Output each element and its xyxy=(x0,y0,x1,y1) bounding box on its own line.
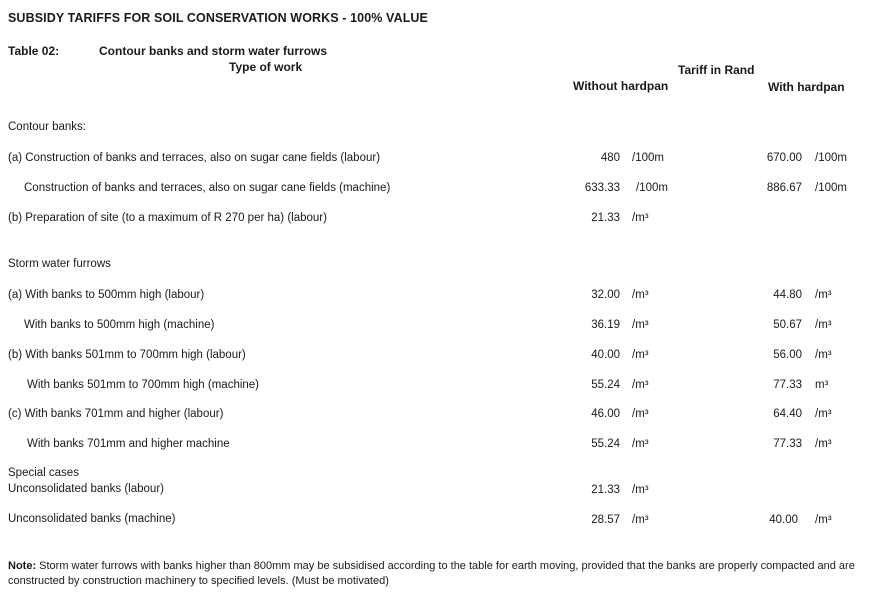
value-without-hardpan: 633.33 xyxy=(584,182,620,194)
table-label: Table 02: xyxy=(8,44,60,58)
unit-with-hardpan: /m³ xyxy=(815,438,832,450)
value-without-hardpan: 28.57 xyxy=(591,514,620,526)
note-text: Storm water furrows with banks higher than 800mm may be subsidised according to the table for earth moving, provided that the banks are properly compacted and are constructed by construction machinery to specified levels. (Must be motivated) xyxy=(8,560,855,587)
table-row-label: (b) Preparation of site (to a maximum of R 270 per ha) (labour) xyxy=(8,212,327,224)
table-row-label: (a) With banks to 500mm high (labour) xyxy=(8,289,205,301)
value-without-hardpan: 55.24 xyxy=(591,438,620,450)
value-with-hardpan: 77.33 xyxy=(773,438,802,450)
section-storm-water-furrows: Storm water furrows xyxy=(8,258,111,270)
value-without-hardpan: 40.00 xyxy=(591,349,620,361)
value-without-hardpan: 480 xyxy=(600,152,620,164)
table-row-label: With banks 701mm and higher machine xyxy=(27,438,230,450)
unit-with-hardpan: /m³ xyxy=(815,319,832,331)
value-with-hardpan: 40.00 xyxy=(769,514,798,526)
value-without-hardpan: 32.00 xyxy=(591,289,620,301)
unit-with-hardpan: /m³ xyxy=(815,349,832,361)
table-row-label: (b) With banks 501mm to 700mm high (labour) xyxy=(8,349,246,361)
unit-without-hardpan: /m³ xyxy=(632,484,649,496)
unit-without-hardpan: /m³ xyxy=(632,212,649,224)
unit-without-hardpan: /m³ xyxy=(632,514,649,526)
value-without-hardpan: 55.24 xyxy=(591,379,620,391)
page-title: SUBSIDY TARIFFS FOR SOIL CONSERVATION WORKS - 100% VALUE xyxy=(8,11,428,25)
unit-without-hardpan: /m³ xyxy=(632,438,649,450)
value-with-hardpan: 77.33 xyxy=(773,379,802,391)
unit-without-hardpan: /m³ xyxy=(632,408,649,420)
unit-without-hardpan: /m³ xyxy=(632,289,649,301)
with-hardpan-header: With hardpan xyxy=(768,80,845,94)
unit-with-hardpan: m³ xyxy=(815,379,829,391)
table-row-label: Unconsolidated banks (labour) xyxy=(8,483,164,495)
value-with-hardpan: 670.00 xyxy=(766,152,802,164)
section-contour-banks: Contour banks: xyxy=(8,121,86,133)
value-without-hardpan: 21.33 xyxy=(591,484,620,496)
unit-without-hardpan: /m³ xyxy=(632,319,649,331)
unit-with-hardpan: /100m xyxy=(815,152,847,164)
table-row-label: Unconsolidated banks (machine) xyxy=(8,513,176,525)
table-row-label: With banks to 500mm high (machine) xyxy=(24,319,215,331)
unit-with-hardpan: /m³ xyxy=(815,514,832,526)
table-row-label: With banks 501mm to 700mm high (machine) xyxy=(27,379,260,391)
unit-without-hardpan: /m³ xyxy=(632,349,649,361)
tariff-header: Tariff in Rand xyxy=(678,63,755,77)
unit-without-hardpan: /m³ xyxy=(632,379,649,391)
value-with-hardpan: 64.40 xyxy=(773,408,802,420)
table-row-label: (c) With banks 701mm and higher (labour) xyxy=(8,408,224,420)
unit-with-hardpan: /m³ xyxy=(815,408,832,420)
value-without-hardpan: 46.00 xyxy=(591,408,620,420)
unit-with-hardpan: /m³ xyxy=(815,289,832,301)
note-label: Note: xyxy=(8,560,37,572)
table-name: Contour banks and storm water furrows xyxy=(99,44,328,58)
unit-without-hardpan: /100m xyxy=(636,182,668,194)
value-with-hardpan: 50.67 xyxy=(773,319,802,331)
unit-with-hardpan: /100m xyxy=(815,182,847,194)
value-with-hardpan: 44.80 xyxy=(773,289,802,301)
without-hardpan-header: Without hardpan xyxy=(573,79,669,93)
section-special-cases: Special cases xyxy=(8,467,79,479)
table-row-label: (a) Construction of banks and terraces, also on sugar cane fields (labour) xyxy=(8,152,381,164)
table-row-label: Construction of banks and terraces, also on sugar cane fields (machine) xyxy=(24,182,391,194)
value-without-hardpan: 36.19 xyxy=(591,319,620,331)
value-without-hardpan: 21.33 xyxy=(591,212,620,224)
value-with-hardpan: 56.00 xyxy=(773,349,802,361)
footnote xyxy=(8,559,876,589)
value-with-hardpan: 886.67 xyxy=(766,182,802,194)
type-of-work-header: Type of work xyxy=(229,60,303,74)
unit-without-hardpan: /100m xyxy=(632,152,664,164)
